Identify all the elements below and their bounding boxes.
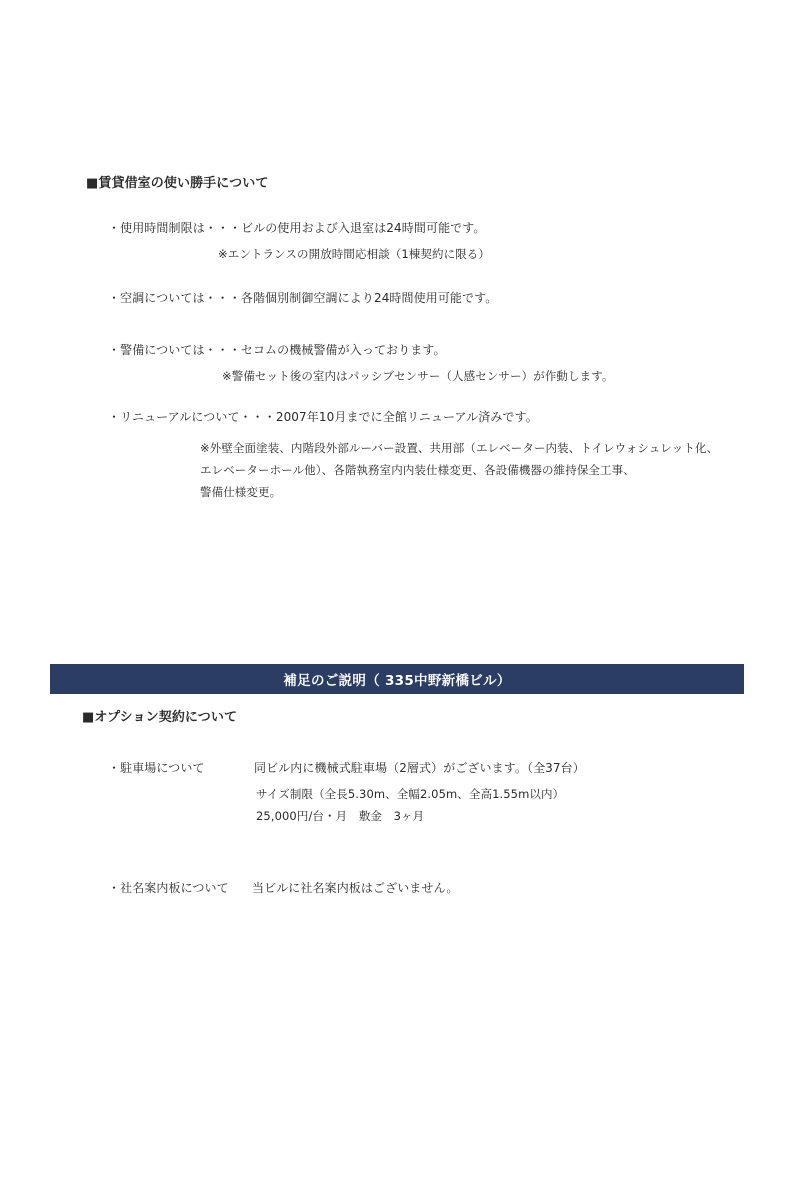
aircon-text: ・空調については・・・各階個別制御空調により24時間使用可能です。 <box>108 291 498 305</box>
security-text: ・警備については・・・セコムの機械警備が入っております。 <box>108 343 446 357</box>
parking-text: 同ビル内に機械式駐車場（2層式）がございます。（全37台） <box>254 761 585 775</box>
entrance-note: ※エントランスの開放時間応相談（1棟契約に限る） <box>218 247 491 261</box>
renewal-note-line-3: 警備仕様変更。 <box>200 485 282 499</box>
signboard-label: ・社名案内板について <box>108 881 229 895</box>
section-heading-options: ■オプション契約について <box>82 710 238 725</box>
security-note: ※警備セット後の室内はパッシブセンサー（人感センサー）が作動します。 <box>222 369 614 383</box>
parking-size-limit: サイズ制限（全長5.30m、全幅2.05m、全高1.55m以内） <box>256 787 565 801</box>
section-heading-usage: ■賃貸借室の使い勝手について <box>86 176 269 191</box>
parking-label: ・駐車場について <box>108 761 205 775</box>
renewal-note-line-2: エレベーターホール他）、各階執務室内内装仕様変更、各設備機器の維持保全工事、 <box>200 463 635 477</box>
supplementary-banner <box>50 664 744 694</box>
signboard-text: 当ビルに社名案内板はございません。 <box>252 881 459 895</box>
banner-title: 補足のご説明（ 335中野新橋ビル） <box>283 673 511 689</box>
renewal-text: ・リニューアルについて・・・2007年10月までに全館リニューアル済みです。 <box>108 410 538 424</box>
usage-hours-text: ・使用時間制限は・・・ビルの使用および入退室は24時間可能です。 <box>108 221 486 235</box>
renewal-note-line-1: ※外壁全面塗装、内階段外部ルーバー設置、共用部（エレベーター内装、トイレウォシュレット化、 <box>200 441 719 455</box>
parking-price: 25,000円/台・月 敷金 3ヶ月 <box>256 809 425 823</box>
